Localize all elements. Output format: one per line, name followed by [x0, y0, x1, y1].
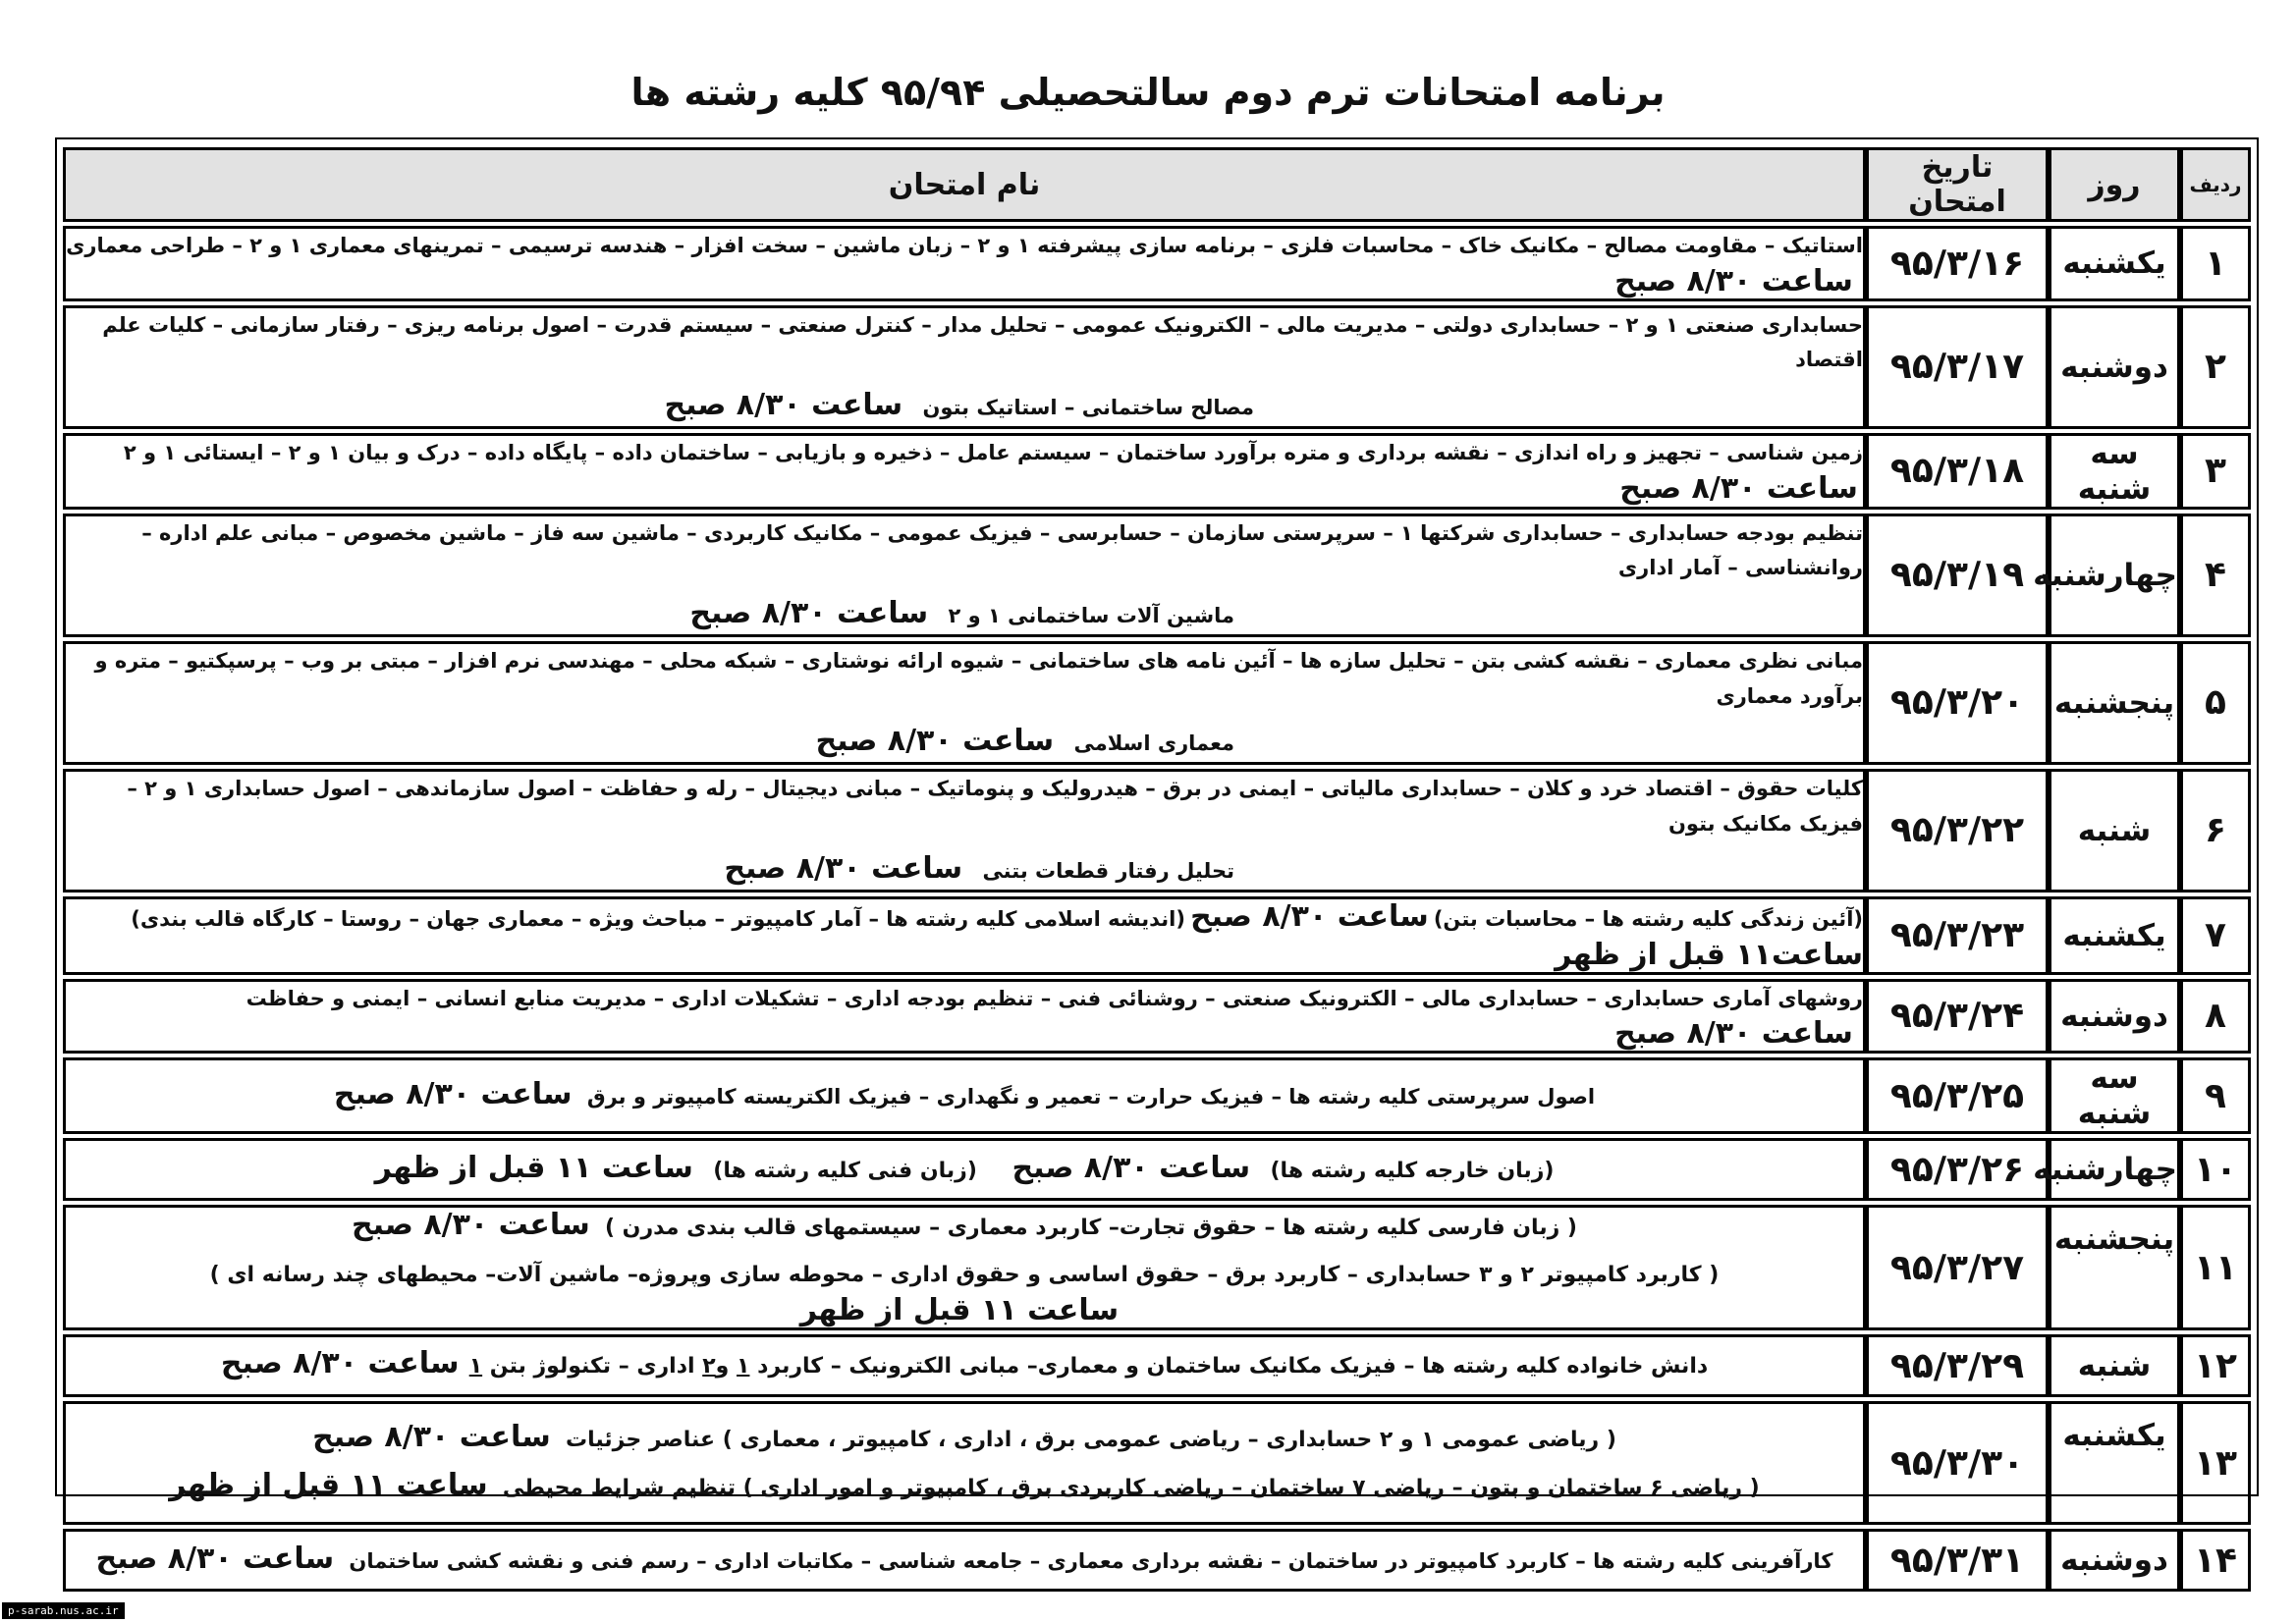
row-exam-names [63, 1138, 1866, 1201]
course-list: روشهای آماری حسابداری – حسابداری مالی – الکترونیک صنعتی – روشنائی فنی – تنظیم بودجه اداری – تشکیلات اداری – مدیریت منابع انسانی – ایمنی و حفاظت [246, 986, 1863, 1010]
row-index: ۴ [2180, 514, 2251, 637]
underlined-number: ۱ [468, 1354, 483, 1380]
row-index: ۳ [2180, 433, 2251, 510]
row-day: یکشنبه [2049, 896, 2180, 975]
header-index: ردیف [2180, 147, 2251, 222]
row-index: ۱۳ [2180, 1401, 2251, 1525]
row-day: شنبه [2049, 1334, 2180, 1397]
table-row [63, 641, 2251, 765]
table-row [63, 226, 2251, 301]
table-row [63, 1529, 2251, 1592]
exam-time: ساعت ۸/۳۰ صبح [333, 1076, 573, 1111]
course-list: تحلیل رفتار قطعات بتنی [982, 859, 1234, 884]
row-day: پنجشنبه [2049, 1205, 2180, 1330]
row-day: یکشنبه [2049, 226, 2180, 301]
header-day: روز [2049, 147, 2180, 222]
row-index: ۱۴ [2180, 1529, 2251, 1592]
row-index: ۱۲ [2180, 1334, 2251, 1397]
course-list: مبانی نظری معماری – نقشه کشی بتن – تحلیل سازه ها – آئین نامه های ساختمانی – شیوه ارائه نوشتاری – شبکه محلی – مهندسی نرم افزار – مبتی بر وب – پرسپکتیو – متره و برآورد معماری [94, 648, 1863, 708]
table-row [63, 769, 2251, 893]
exam-time: ساعت ۸/۳۰ صبح [724, 851, 963, 887]
row-date: ۹۵/۳/۱۹ [1866, 514, 2049, 637]
exam-time: ساعت ۸/۳۰ صبح [1614, 263, 1853, 298]
row-exam-names [63, 305, 1866, 429]
row-day: پنجشنبه [2049, 641, 2180, 765]
exam-time: ساعت ۸/۳۰ صبح [95, 1541, 335, 1576]
row-exam-names [63, 514, 1866, 637]
course-list-part: و [715, 1354, 737, 1380]
row-date: ۹۵/۳/۲۰ [1866, 641, 2049, 765]
table-row [63, 305, 2251, 429]
header-name: نام امتحان [63, 147, 1866, 222]
row-exam-names [63, 1401, 1866, 1525]
table-row [63, 1205, 2251, 1330]
row-date: ۹۵/۳/۲۳ [1866, 896, 2049, 975]
course-list: حسابداری صنعتی ۱ و ۲ – حسابداری دولتی – مدیریت مالی – الکترونیک عمومی – تحلیل مدار – کنترل صنعتی – سیستم قدرت – اصول برنامه ریزی – رفتار سازمانی – کلیات علم اقتصاد [102, 312, 1863, 372]
row-date: ۹۵/۳/۲۷ [1866, 1205, 2049, 1330]
exam-time: ساعت ۸/۳۰ صبح [815, 724, 1055, 759]
course-list: (آئین زندگی کلیه رشته ها – محاسبات بتن) [1433, 906, 1863, 931]
table-row [63, 514, 2251, 637]
header-date: تاریخ امتحان [1866, 147, 2049, 222]
row-exam-names [63, 433, 1866, 510]
table-row [63, 979, 2251, 1055]
row-date: ۹۵/۳/۲۲ [1866, 769, 2049, 893]
row-exam-names [63, 641, 1866, 765]
exam-time: ساعت ۸/۳۰ صبح [1190, 898, 1429, 934]
row-index: ۶ [2180, 769, 2251, 893]
exam-time: ساعت ۸/۳۰ صبح [1614, 1016, 1853, 1052]
row-index: ۱ [2180, 226, 2251, 301]
row-index: ۲ [2180, 305, 2251, 429]
table-row [63, 896, 2251, 975]
course-list: ( ریاضی ۶ ساختمان و بتون – ریاضی ۷ ساختمان – ریاضی کاربردی برق ، کامپیوتر و امور اداری ) تنظیم شرایط محیطی [502, 1476, 1760, 1501]
row-exam-names [63, 1057, 1866, 1134]
row-exam-names [63, 1529, 1866, 1592]
row-date: ۹۵/۳/۲۹ [1866, 1334, 2049, 1397]
row-exam-names [63, 896, 1866, 975]
exam-schedule-table [63, 143, 2251, 1596]
course-list: (زبان خارجه کلیه رشته ها) [1270, 1158, 1555, 1183]
row-day: دوشنبه [2049, 305, 2180, 429]
course-list: معماری اسلامی [1073, 731, 1234, 756]
exam-time: ساعت ۱۱ قبل از ظهر [799, 1293, 1120, 1328]
row-day: سه شنبه [2049, 1057, 2180, 1134]
underlined-number: ۱ [737, 1354, 750, 1380]
course-list: (زبان فنی کلیه رشته ها) [713, 1158, 977, 1183]
row-date: ۹۵/۳/۲۵ [1866, 1057, 2049, 1134]
course-list: کارآفرینی کلیه رشته ها – کاربرد کامپیوتر در ساختمان – نقشه برداری معماری – جامعه شناسی – مکاتبات اداری – رسم فنی و نقشه کشی ساختمان [349, 1548, 1833, 1573]
course-list: استاتیک – مقاومت مصالح – مکانیک خاک – محاسبات فلزی – برنامه سازی پیشرفته ۱ و ۲ – زبان ماشین – سخت افزار – هندسه ترسیمی – تمرینهای معماری ۱ و ۲ – طراحی معماری [66, 234, 1863, 257]
row-day: دوشنبه [2049, 979, 2180, 1055]
underlined-number: ۲ [702, 1354, 716, 1380]
exam-time: ساعت ۸/۳۰ صبح [1619, 471, 1858, 507]
row-index: ۱۰ [2180, 1138, 2251, 1201]
table-row [63, 433, 2251, 510]
source-watermark: p-sarab.nus.ac.ir [2, 1602, 125, 1619]
row-exam-names [63, 769, 1866, 893]
row-day: یکشنبه [2049, 1401, 2180, 1525]
row-exam-names [63, 1334, 1866, 1397]
row-date: ۹۵/۳/۲۴ [1866, 979, 2049, 1055]
table-row [63, 1138, 2251, 1201]
course-list: ( زبان فارسی کلیه رشته ها – حقوق تجارت– کاربرد معماری – سیستمهای قالب بندی مدرن ) [604, 1216, 1577, 1241]
exam-time: ساعت۱۱ قبل از ظهر [1555, 937, 1863, 972]
course-list-part: دانش خانواده کلیه رشته ها – فیزیک مکانیک ساختمان و معماری– مبانی الکترونیک – کاربرد [749, 1354, 1709, 1380]
course-list: ( ریاضی عمومی ۱ و ۲ حسابداری – ریاضی عمومی برق ، اداری ، کامپیوتر ، معماری ) عناصر جزئیات [566, 1427, 1616, 1452]
row-date: ۹۵/۳/۱۶ [1866, 226, 2049, 301]
page-title: برنامه امتحانات ترم دوم سالتحصیلی ۹۵/۹۴ کلیه رشته ها [630, 71, 1666, 114]
row-exam-names [63, 226, 1866, 301]
row-date: ۹۵/۳/۳۰ [1866, 1401, 2049, 1525]
row-index: ۹ [2180, 1057, 2251, 1134]
row-day: شنبه [2049, 769, 2180, 893]
table-row [63, 1401, 2251, 1525]
table-row [63, 1334, 2251, 1397]
row-day: چهارشنبه [2049, 1138, 2180, 1201]
exam-time: ساعت ۸/۳۰ صبح [1011, 1150, 1251, 1185]
exam-time: ساعت ۸/۳۰ صبح [220, 1346, 460, 1381]
row-exam-names [63, 979, 1866, 1055]
row-day: چهارشنبه [2049, 514, 2180, 637]
course-list: زمین شناسی – تجهیز و راه اندازی – نقشه برداری و متره برآورد ساختمان – سیستم عامل – ذخیره و بازیابی – ساختمان داده – پایگاه داده – درک و بیان ۱ و ۲ – ایستائی ۱ و ۲ [123, 441, 1863, 465]
course-list: ماشین آلات ساختمانی ۱ و ۲ [948, 604, 1234, 628]
row-date: ۹۵/۳/۱۸ [1866, 433, 2049, 510]
course-list: کلیات حقوق – اقتصاد خرد و کلان – حسابداری مالیاتی – ایمنی در برق – هیدرولیک و پنوماتیک – مبانی دیجیتال – رله و حفاظت – اصول سازماندهی – اصول حسابداری ۱ و ۲ – فیزیک مکانیک بتون [127, 776, 1863, 836]
course-list [469, 1354, 1708, 1379]
row-index: ۷ [2180, 896, 2251, 975]
row-day: دوشنبه [2049, 1529, 2180, 1592]
course-list: اصول سرپرستی کلیه رشته ها – فیزیک حرارت – تعمیر و نگهداری – فیزیک الکتریسته کامپیوتر و برق [586, 1084, 1596, 1109]
row-day: سه شنبه [2049, 433, 2180, 510]
row-index: ۸ [2180, 979, 2251, 1055]
course-list: (اندیشه اسلامی کلیه رشته ها – آمار کامپیوتر – مباحث ویژه – معماری جهان – روستا – کارگاه قالب بندی) [131, 906, 1185, 931]
course-list: ( کاربرد کامپیوتر ۲ و ۳ حسابداری – کاربرد برق – حقوق اساسی و حقوق اداری – محوطه سازی وپروژه– ماشین آلات– محیطهای چند رسانه ای ) [209, 1262, 1720, 1287]
course-list: مصالح ساختمانی – استاتیک بتون [922, 396, 1254, 420]
row-exam-names [63, 1205, 1866, 1330]
exam-time: ساعت ۸/۳۰ صبح [664, 388, 903, 423]
table-row [63, 1057, 2251, 1134]
course-list-part: اداری – تکنولوژ بتن [482, 1354, 703, 1380]
row-date: ۹۵/۳/۱۷ [1866, 305, 2049, 429]
exam-time: ساعت ۸/۳۰ صبح [312, 1419, 551, 1454]
row-index: ۵ [2180, 641, 2251, 765]
row-date: ۹۵/۳/۳۱ [1866, 1529, 2049, 1592]
course-list: تنظیم بودجه حسابداری – حسابداری شرکتها ۱ – سرپرستی سازمان – حسابرسی – فیزیک عمومی – مکانیک کاربردی – ماشین سه فاز – ماشین مخصوص – مبانی علم اداره – روانشناسی – آمار اداری [141, 520, 1863, 580]
row-date: ۹۵/۳/۲۶ [1866, 1138, 2049, 1201]
exam-time: ساعت ۸/۳۰ صبح [689, 596, 929, 631]
exam-time: ساعت ۱۱ قبل از ظهر [374, 1150, 693, 1185]
exam-time: ساعت ۸/۳۰ صبح [352, 1208, 590, 1243]
row-index: ۱۱ [2180, 1205, 2251, 1330]
table-header-row [63, 147, 2251, 222]
exam-time: ساعت ۱۱ قبل از ظهر [169, 1468, 488, 1503]
